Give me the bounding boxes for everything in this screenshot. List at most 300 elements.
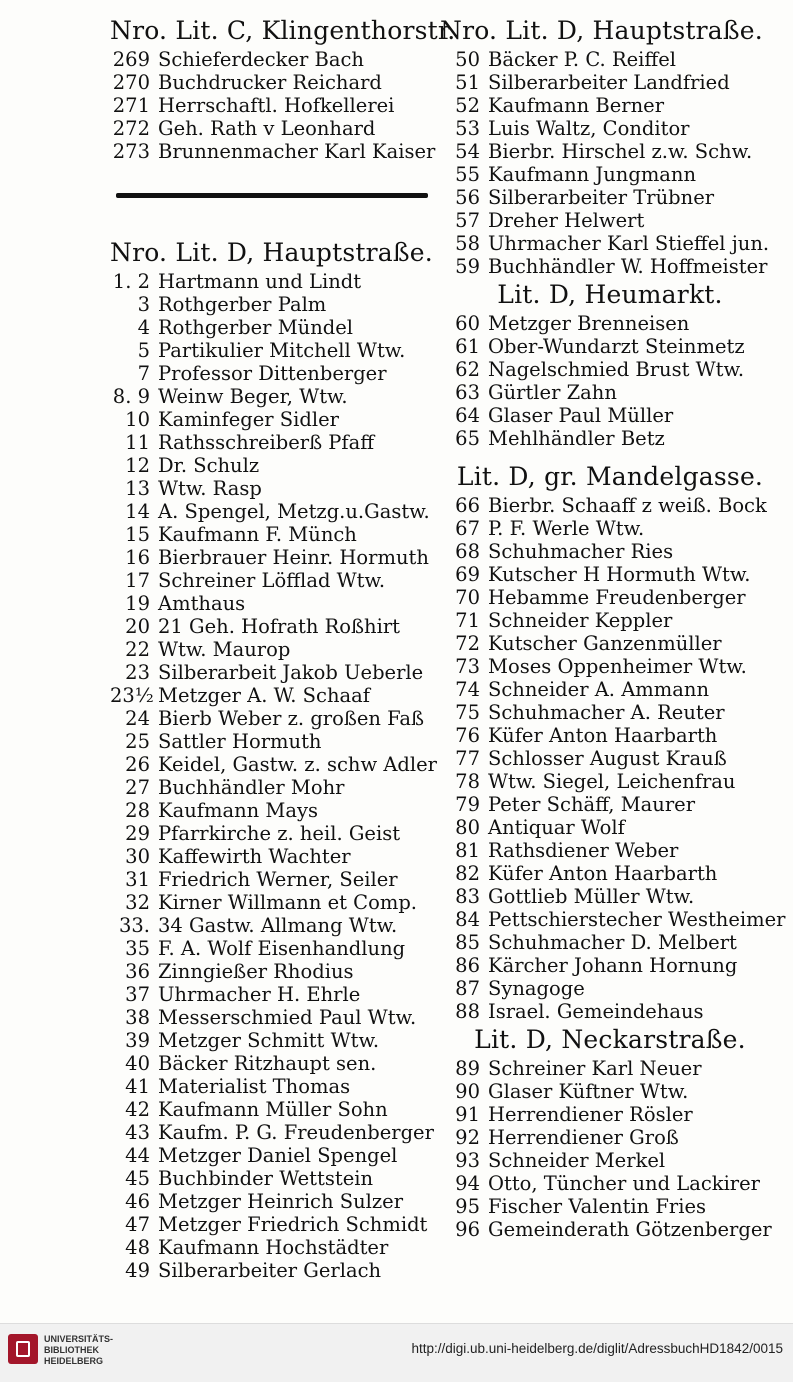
resident-name: Metzger A. W. Schaaf (158, 684, 370, 707)
resident-name: Silberarbeiter Gerlach (158, 1259, 382, 1282)
list-item (440, 724, 780, 747)
list-item (440, 885, 780, 908)
resident-name: Nagelschmied Brust Wtw. (488, 358, 745, 381)
list-item (110, 140, 440, 163)
house-number: 90 (455, 1080, 480, 1103)
house-number: 91 (455, 1103, 480, 1126)
house-number: 33. (118, 914, 150, 937)
house-number: 62 (455, 358, 480, 381)
list-item (110, 94, 440, 117)
house-number: 13 (125, 477, 150, 500)
resident-name: 21 Geh. Hofrath Roßhirt (158, 615, 400, 638)
resident-name: Metzger Heinrich Sulzer (158, 1190, 404, 1213)
resident-name: Schneider Merkel (488, 1149, 666, 1172)
house-number: 70 (455, 586, 480, 609)
house-number: 42 (125, 1098, 150, 1121)
resident-name: Kaufmann F. Münch (158, 523, 357, 546)
list-item (440, 1080, 780, 1103)
house-number: 17 (125, 569, 150, 592)
house-number: 92 (455, 1126, 480, 1149)
list-item (440, 977, 780, 1000)
list-item (110, 845, 440, 868)
resident-name: Rathsschreiberß Pfaff (158, 431, 375, 454)
list-item (440, 94, 780, 117)
house-number: 20 (125, 615, 150, 638)
list-item (440, 232, 780, 255)
list-item (110, 1006, 440, 1029)
list-item (110, 730, 440, 753)
resident-name: Sattler Hormuth (158, 730, 322, 753)
resident-name: Wtw. Siegel, Leichenfrau (488, 770, 736, 793)
house-number: 52 (455, 94, 480, 117)
list-item (440, 186, 780, 209)
house-number: 8. 9 (112, 385, 150, 408)
list-item (110, 799, 440, 822)
resident-name: Schneider Keppler (488, 609, 673, 632)
resident-name: Friedrich Werner, Seiler (158, 868, 398, 891)
house-number: 29 (125, 822, 150, 845)
resident-name: Otto, Tüncher und Lackirer (488, 1172, 760, 1195)
list-item (110, 385, 440, 408)
list-item (110, 937, 440, 960)
resident-name: Rathsdiener Weber (488, 839, 679, 862)
resident-name: Uhrmacher H. Ehrle (158, 983, 361, 1006)
house-number: 27 (125, 776, 150, 799)
list-item (110, 316, 440, 339)
house-number: 49 (125, 1259, 150, 1282)
house-number: 36 (125, 960, 150, 983)
resident-name: Kaufm. P. G. Freudenberger (158, 1121, 434, 1144)
resident-name: Küfer Anton Haarbarth (488, 724, 718, 747)
house-number: 66 (455, 494, 480, 517)
resident-name: Dr. Schulz (158, 454, 260, 477)
house-number: 4 (137, 316, 150, 339)
resident-name: P. F. Werle Wtw. (488, 517, 645, 540)
house-number: 86 (455, 954, 480, 977)
resident-name: Pfarrkirche z. heil. Geist (158, 822, 401, 845)
house-number: 15 (125, 523, 150, 546)
section-heading: Nro. Lit. C, Klingenthorstr. (110, 16, 456, 45)
entry-list (440, 48, 780, 278)
list-item (110, 408, 440, 431)
resident-name: Küfer Anton Haarbarth (488, 862, 718, 885)
section-heading: Nro. Lit. D, Hauptstraße. (440, 16, 763, 45)
list-item (110, 983, 440, 1006)
list-item (110, 822, 440, 845)
house-number: 39 (125, 1029, 150, 1052)
resident-name: Peter Schäff, Maurer (488, 793, 696, 816)
list-item (110, 1236, 440, 1259)
house-number: 89 (455, 1057, 480, 1080)
house-number: 63 (455, 381, 480, 404)
list-item (110, 339, 440, 362)
house-number: 71 (455, 609, 480, 632)
list-item (110, 891, 440, 914)
section-heading: Lit. D, Heumarkt. (497, 280, 723, 309)
resident-name: Herrschaftl. Hofkellerei (158, 94, 395, 117)
resident-name: A. Spengel, Metzg.u.Gastw. (158, 500, 430, 523)
list-item (110, 1052, 440, 1075)
house-number: 58 (455, 232, 480, 255)
entry-list (440, 312, 780, 450)
house-number: 68 (455, 540, 480, 563)
list-item (440, 335, 780, 358)
resident-name: Kärcher Johann Hornung (488, 954, 738, 977)
house-number: 93 (455, 1149, 480, 1172)
right-column (440, 14, 786, 1241)
resident-name: Bierb Weber z. großen Faß (158, 707, 425, 730)
house-number: 22 (125, 638, 150, 661)
resident-name: Kutscher H Hormuth Wtw. (488, 563, 751, 586)
list-item (440, 839, 780, 862)
resident-name: Gottlieb Müller Wtw. (488, 885, 695, 908)
list-item (440, 632, 780, 655)
resident-name: Bierbrauer Heinr. Hormuth (158, 546, 429, 569)
resident-name: Kutscher Ganzenmüller (488, 632, 722, 655)
list-item (440, 908, 786, 931)
list-item (110, 684, 440, 707)
resident-name: Hebamme Freudenberger (488, 586, 746, 609)
resident-name: Kaminfeger Sidler (158, 408, 339, 431)
house-number: 80 (455, 816, 480, 839)
house-number: 56 (455, 186, 480, 209)
list-item (440, 701, 780, 724)
list-item (110, 71, 440, 94)
house-number: 37 (125, 983, 150, 1006)
house-number: 23½ (110, 684, 154, 707)
list-item (110, 523, 440, 546)
resident-name: Dreher Helwert (488, 209, 645, 232)
entry-list (440, 494, 786, 1023)
house-number: 26 (125, 753, 150, 776)
list-item (440, 1103, 780, 1126)
resident-name: Kaufmann Jungmann (488, 163, 697, 186)
list-item (440, 563, 780, 586)
list-item (110, 48, 440, 71)
list-item (110, 293, 440, 316)
house-number: 41 (125, 1075, 150, 1098)
library-logo-text (44, 1334, 113, 1367)
resident-name: Weinw Beger, Wtw. (158, 385, 348, 408)
house-number: 14 (125, 500, 150, 523)
house-number: 7 (137, 362, 150, 385)
entry-list (110, 270, 440, 1282)
list-item (110, 569, 440, 592)
list-item (440, 71, 780, 94)
house-number: 46 (125, 1190, 150, 1213)
house-number: 54 (455, 140, 480, 163)
house-number: 83 (455, 885, 480, 908)
resident-name: Herrendiener Groß (488, 1126, 679, 1149)
list-item (110, 546, 440, 569)
resident-name: Buchhändler W. Hoffmeister (488, 255, 768, 278)
house-number: 67 (455, 517, 480, 540)
list-item (110, 477, 440, 500)
list-item (440, 48, 780, 71)
list-item (440, 1126, 780, 1149)
university-library-logo-icon (8, 1334, 38, 1364)
list-item (110, 592, 440, 615)
resident-name: Zinngießer Rhodius (158, 960, 354, 983)
list-item (110, 1098, 440, 1121)
house-number: 3 (137, 293, 150, 316)
house-number: 87 (455, 977, 480, 1000)
list-item (110, 1144, 440, 1167)
resident-name: Gemeinderath Götzenberger (488, 1218, 772, 1241)
house-number: 64 (455, 404, 480, 427)
list-item (110, 615, 440, 638)
left-column (110, 14, 456, 1282)
house-number: 16 (125, 546, 150, 569)
list-item (110, 707, 440, 730)
house-number: 1. 2 (112, 270, 150, 293)
resident-name: Herrendiener Rösler (488, 1103, 693, 1126)
resident-name: Schieferdecker Bach (158, 48, 364, 71)
house-number: 12 (125, 454, 150, 477)
house-number: 44 (125, 1144, 150, 1167)
divider-rule (116, 193, 428, 198)
resident-name: Silberarbeiter Trübner (488, 186, 715, 209)
source-url-link[interactable]: http://digi.ub.uni-heidelberg.de/diglit/AdressbuchHD1842/0015 (411, 1341, 783, 1356)
list-item (440, 140, 780, 163)
house-number: 60 (455, 312, 480, 335)
house-number: 25 (125, 730, 150, 753)
house-number: 85 (455, 931, 480, 954)
list-item (110, 500, 440, 523)
resident-name: Rothgerber Palm (158, 293, 327, 316)
resident-name: Metzger Brenneisen (488, 312, 690, 335)
list-item (110, 753, 440, 776)
list-item (440, 862, 780, 885)
list-item (440, 209, 780, 232)
resident-name: Schneider A. Ammann (488, 678, 710, 701)
list-item (440, 163, 780, 186)
resident-name: Schlosser August Krauß (488, 747, 727, 770)
list-item (440, 117, 780, 140)
list-item (110, 1259, 440, 1282)
resident-name: Kirner Willmann et Comp. (158, 891, 417, 914)
footer-bar (0, 1323, 793, 1382)
house-number: 273 (112, 140, 150, 163)
house-number: 61 (455, 335, 480, 358)
resident-name: Gürtler Zahn (488, 381, 617, 404)
resident-name: Metzger Schmitt Wtw. (158, 1029, 380, 1052)
resident-name: Schreiner Karl Neuer (488, 1057, 702, 1080)
house-number: 47 (125, 1213, 150, 1236)
resident-name: Pettschierstecher Westheimer (488, 908, 786, 931)
resident-name: Schuhmacher D. Melbert (488, 931, 737, 954)
resident-name: Glaser Küftner Wtw. (488, 1080, 689, 1103)
resident-name: Keidel, Gastw. z. schw Adler (158, 753, 438, 776)
resident-name: Antiquar Wolf (488, 816, 625, 839)
list-item (110, 960, 440, 983)
resident-name: Hartmann und Lindt (158, 270, 362, 293)
house-number: 11 (125, 431, 150, 454)
list-item (110, 1167, 440, 1190)
resident-name: Metzger Daniel Spengel (158, 1144, 398, 1167)
logo-line: BIBLIOTHEK (44, 1345, 99, 1355)
house-number: 32 (125, 891, 150, 914)
house-number: 95 (455, 1195, 480, 1218)
resident-name: Amthaus (158, 592, 246, 615)
house-number: 19 (125, 592, 150, 615)
house-number: 94 (455, 1172, 480, 1195)
house-number: 96 (455, 1218, 480, 1241)
list-item (440, 494, 780, 517)
resident-name: Ober-Wundarzt Steinmetz (488, 335, 745, 358)
logo-line: UNIVERSITÄTS- (44, 1334, 114, 1344)
list-item (110, 431, 440, 454)
resident-name: Bierbr. Schaaff z weiß. Bock (488, 494, 767, 517)
list-item (440, 770, 780, 793)
house-number: 53 (455, 117, 480, 140)
list-item (110, 270, 440, 293)
house-number: 82 (455, 862, 480, 885)
list-item (440, 540, 780, 563)
resident-name: Materialist Thomas (158, 1075, 351, 1098)
house-number: 74 (455, 678, 480, 701)
house-number: 45 (125, 1167, 150, 1190)
house-number: 31 (125, 868, 150, 891)
house-number: 38 (125, 1006, 150, 1029)
list-item (440, 609, 780, 632)
list-item (110, 638, 440, 661)
house-number: 69 (455, 563, 480, 586)
resident-name: Kaufmann Berner (488, 94, 665, 117)
house-number: 51 (455, 71, 480, 94)
list-item (440, 312, 780, 335)
resident-name: Metzger Friedrich Schmidt (158, 1213, 428, 1236)
resident-name: Silberarbeit Jakob Ueberle (158, 661, 424, 684)
resident-name: Kaffewirth Wachter (158, 845, 351, 868)
list-item (440, 517, 780, 540)
list-item (440, 381, 780, 404)
list-item (440, 678, 780, 701)
resident-name: Wtw. Rasp (158, 477, 262, 500)
list-item (440, 1149, 780, 1172)
resident-name: F. A. Wolf Eisenhandlung (158, 937, 406, 960)
list-item (110, 117, 440, 140)
house-number: 40 (125, 1052, 150, 1075)
resident-name: Mehlhändler Betz (488, 427, 665, 450)
resident-name: Schuhmacher A. Reuter (488, 701, 725, 724)
section-heading: Nro. Lit. D, Hauptstraße. (110, 238, 433, 267)
resident-name: Schuhmacher Ries (488, 540, 674, 563)
resident-name: Professor Dittenberger (158, 362, 387, 385)
house-number: 48 (125, 1236, 150, 1259)
resident-name: Messerschmied Paul Wtw. (158, 1006, 417, 1029)
resident-name: Buchdrucker Reichard (158, 71, 382, 94)
resident-name: Fischer Valentin Fries (488, 1195, 707, 1218)
house-number: 72 (455, 632, 480, 655)
list-item (440, 655, 780, 678)
list-item (110, 1213, 440, 1236)
house-number: 78 (455, 770, 480, 793)
list-item (440, 816, 780, 839)
house-number: 65 (455, 427, 480, 450)
resident-name: Partikulier Mitchell Wtw. (158, 339, 406, 362)
house-number: 270 (112, 71, 150, 94)
house-number: 28 (125, 799, 150, 822)
house-number: 55 (455, 163, 480, 186)
house-number: 50 (455, 48, 480, 71)
list-item (440, 404, 780, 427)
house-number: 73 (455, 655, 480, 678)
resident-name: Silberarbeiter Landfried (488, 71, 730, 94)
list-item (440, 358, 780, 381)
list-item (110, 1075, 440, 1098)
house-number: 77 (455, 747, 480, 770)
list-item (440, 427, 780, 450)
house-number: 35 (125, 937, 150, 960)
entry-list (440, 1057, 780, 1241)
list-item (110, 454, 440, 477)
resident-name: Bäcker Ritzhaupt sen. (158, 1052, 377, 1075)
section-heading: Lit. D, gr. Mandelgasse. (456, 462, 764, 491)
list-item (440, 1195, 780, 1218)
resident-name: Wtw. Maurop (158, 638, 291, 661)
list-item (110, 914, 440, 937)
list-item (110, 1121, 440, 1144)
list-item (440, 586, 780, 609)
resident-name: Brunnenmacher Karl Kaiser (158, 140, 436, 163)
list-item (110, 776, 440, 799)
resident-name: Geh. Rath v Leonhard (158, 117, 376, 140)
house-number: 30 (125, 845, 150, 868)
house-number: 272 (112, 117, 150, 140)
house-number: 76 (455, 724, 480, 747)
resident-name: 34 Gastw. Allmang Wtw. (158, 914, 398, 937)
entry-list (110, 48, 440, 163)
resident-name: Rothgerber Mündel (158, 316, 354, 339)
list-item (440, 255, 780, 278)
list-item (440, 1218, 780, 1241)
list-item (440, 793, 780, 816)
list-item (110, 661, 440, 684)
list-item (440, 1000, 780, 1023)
house-number: 75 (455, 701, 480, 724)
resident-name: Uhrmacher Karl Stieffel jun. (488, 232, 770, 255)
house-number: 271 (112, 94, 150, 117)
house-number: 57 (455, 209, 480, 232)
section-heading: Lit. D, Neckarstraße. (474, 1025, 746, 1054)
resident-name: Kaufmann Müller Sohn (158, 1098, 388, 1121)
house-number: 59 (455, 255, 480, 278)
list-item (440, 954, 780, 977)
list-item (110, 868, 440, 891)
resident-name: Bäcker P. C. Reiffel (488, 48, 677, 71)
resident-name: Bierbr. Hirschel z.w. Schw. (488, 140, 753, 163)
house-number: 84 (455, 908, 480, 931)
resident-name: Buchhändler Mohr (158, 776, 345, 799)
house-number: 10 (125, 408, 150, 431)
resident-name: Luis Waltz, Conditor (488, 117, 690, 140)
resident-name: Glaser Paul Müller (488, 404, 674, 427)
house-number: 79 (455, 793, 480, 816)
resident-name: Kaufmann Hochstädter (158, 1236, 389, 1259)
resident-name: Buchbinder Wettstein (158, 1167, 374, 1190)
house-number: 81 (455, 839, 480, 862)
resident-name: Moses Oppenheimer Wtw. (488, 655, 747, 678)
resident-name: Synagoge (488, 977, 585, 1000)
resident-name: Israel. Gemeindehaus (488, 1000, 704, 1023)
resident-name: Schreiner Löfflad Wtw. (158, 569, 386, 592)
list-item (110, 1029, 440, 1052)
list-item (440, 747, 780, 770)
house-number: 88 (455, 1000, 480, 1023)
house-number: 269 (112, 48, 150, 71)
list-item (440, 1172, 780, 1195)
